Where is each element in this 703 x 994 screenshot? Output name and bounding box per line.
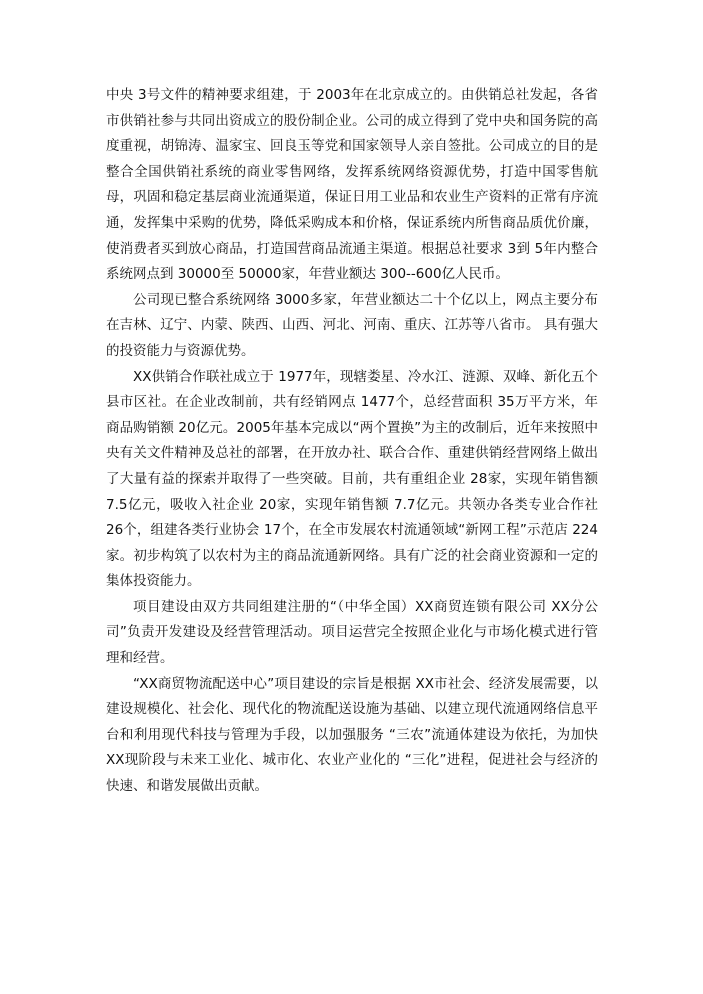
paragraph-5: “XX商贸物流配送中心”项目建设的宗旨是根据 XX市社会、经济发展需要，以建设规模化、社会化、现代化的物流配送设施为基础、以建立现代流通网络信息平台和利用现代科技与管理为手段，以加强服务 “三农”流通体建设为依托，为加快 XX现阶段与未来工业化、城市化、农业产业化的 “三化”进程，促进社会与经济的快速、和谐发展做出贡献。 [106, 675, 598, 795]
paragraph-3: XX供销合作联社成立于 1977年，现辖娄星、冷水江、涟源、双峰、新化五个县市区社。在企业改制前，共有经销网点 1477个，总经营面积 35万平方米，年商品购销额 20亿元。2005年基本完成以“两个置换”为主的改制后，近年来按照中央有关文件精神及总社的部署，在开放办社、联合合作、重建供销经营网络上做出了大量有益的探索并取得了一些突破。目前，共有重组企业 28家，实现年销售额 7.5亿元，吸收入社企业 20家，实现年销售额 7.7亿元。共领办各类专业合作社 26个，组建各类行业协会 17个，在全市发展农村流通领域“新网工程”示范店 224家。初步构筑了以农村为主的商品流通新网络。具有广泛的社会商业资源和一定的集体投资能力。 [106, 368, 598, 590]
paragraph-4: 项目建设由双方共同组建注册的“（中华全国）XX商贸连锁有限公司 XX分公司”负责开发建设及经营管理活动。项目运营完全按照企业化与市场化模式进行管理和经营。 [106, 598, 598, 667]
paragraph-2: 公司现已整合系统网络 3000多家，年营业额达二十个亿以上，网点主要分布在吉林、辽宁、内蒙、陕西、山西、河北、河南、重庆、江苏等八省市。 具有强大的投资能力与资源优势。 [106, 291, 598, 359]
paragraph-1: 中央 3号文件的精神要求组建，于 2003年在北京成立的。由供销总社发起，各省市供销社参与共同出资成立的股份制企业。公司的成立得到了党中央和国务院的高度重视，胡锦涛、温家宝、回良玉等党和国家领导人亲自签批。公司成立的目的是整合全国供销社系统的商业零售网络，发挥系统网络资源优势，打造中国零售航母，巩固和稳定基层商业流通渠道，保证日用工业品和农业生产资料的正常有序流通，发挥集中采购的优势，降低采购成本和价格，保证系统内所售商品质优价廉，使消费者买到放心商品，打造国营商品流通主渠道。根据总社要求 3到 5年内整合系统网点到 30000至 50000家，年营业额达 300--600亿人民币。 [106, 87, 598, 283]
body-text [106, 83, 598, 800]
